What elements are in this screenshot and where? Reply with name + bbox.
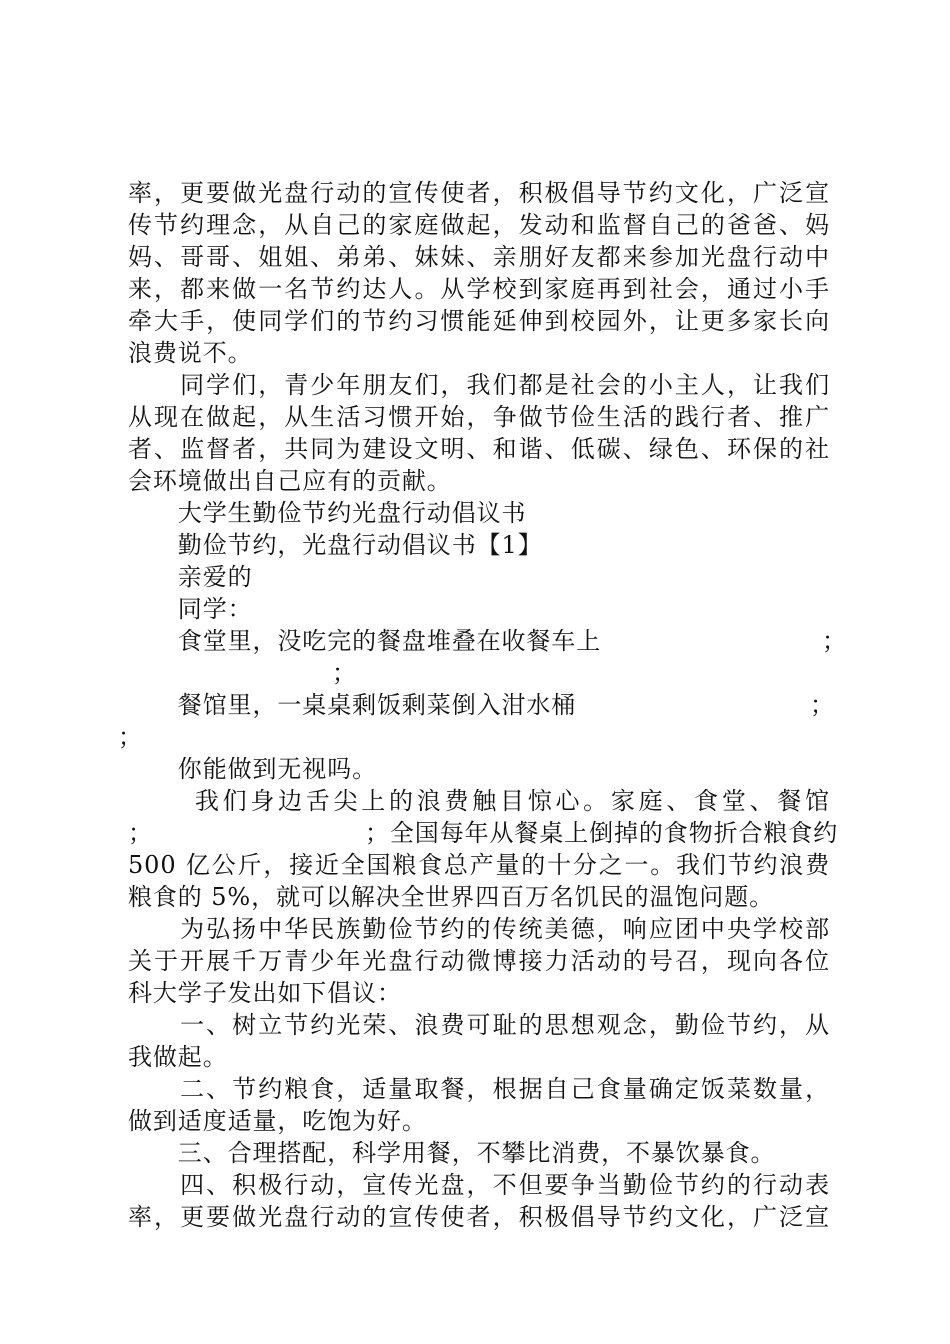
text-line: 牵大手，使同学们的节约习惯能延伸到校园外，让更多家长向 — [128, 307, 830, 335]
text-line: 同学： — [128, 595, 253, 623]
text-line: 500 亿公斤，接近全国粮食总产量的十分之一。我们节约浪费 — [128, 851, 830, 879]
text-line: 大学生勤俭节约光盘行动倡议书 — [128, 499, 527, 527]
semicolon: ； — [810, 691, 834, 719]
semicolon: ； — [822, 627, 846, 655]
text-line: 一、树立节约光荣、浪费可耻的思想观念，勤俭节约，从 — [128, 1011, 830, 1039]
semicolon: ； — [332, 659, 356, 687]
text-line: 科大学子发出如下倡议： — [128, 979, 402, 1007]
text-line: 来，都来做一名节约达人。从学校到家庭再到社会，通过小手 — [128, 275, 830, 303]
text-line: 妈、哥哥、姐姐、弟弟、妹妹、亲朋好友都来参加光盘行动中 — [128, 243, 830, 271]
text-line: 食堂里，没吃完的餐盘堆叠在收餐车上 — [128, 627, 602, 655]
text-line: 做到适度适量，吃饱为好。 — [128, 1107, 427, 1135]
text-line: 勤俭节约，光盘行动倡议书【1】 — [128, 531, 543, 559]
text-line: 亲爱的 — [128, 563, 253, 591]
text-line: 三、合理搭配，科学用餐，不攀比消费，不暴饮暴食。 — [128, 1139, 776, 1167]
semicolon: ； — [118, 723, 142, 751]
text-line: 同学们，青少年朋友们，我们都是社会的小主人，让我们 — [128, 371, 830, 399]
text-line: 餐馆里，一桌桌剩饭剩菜倒入泔水桶 — [128, 691, 577, 719]
text-line: 浪费说不。 — [128, 339, 253, 367]
text-line: 你能做到无视吗。 — [128, 755, 377, 783]
text-line: 粮食的 5%，就可以解决全世界四百万名饥民的温饱问题。 — [128, 883, 775, 911]
text-line: 四、积极行动，宣传光盘，不但要争当勤俭节约的行动表 — [128, 1171, 830, 1199]
text-line: 关于开展千万青少年光盘行动微博接力活动的号召，现向各位 — [128, 947, 830, 975]
text-line: 者、监督者，共同为建设文明、和谐、低碳、绿色、环保的社 — [128, 435, 830, 463]
text-line: 会环境做出自己应有的贡献。 — [128, 467, 452, 495]
text-line: 我做起。 — [128, 1043, 228, 1071]
text-line: 从现在做起，从生活习惯开始，争做节俭生活的践行者、推广 — [128, 403, 830, 431]
text-line: 二、节约粮食，适量取餐，根据自己食量确定饭菜数量， — [128, 1075, 830, 1103]
text-line: ； ；全国每年从餐桌上倒掉的食物折合粮食约 — [128, 819, 839, 847]
text-line: 为弘扬中华民族勤俭节约的传统美德，响应团中央学校部 — [128, 915, 830, 943]
text-line: 率，更要做光盘行动的宣传使者，积极倡导节约文化，广泛宣 — [128, 1203, 830, 1231]
text-line: 率，更要做光盘行动的宣传使者，积极倡导节约文化，广泛宣 — [128, 179, 830, 207]
text-line: 传节约理念，从自己的家庭做起，发动和监督自己的爸爸、妈 — [128, 211, 830, 239]
text-line: 我们身边舌尖上的浪费触目惊心。家庭、食堂、餐馆 — [128, 787, 830, 815]
